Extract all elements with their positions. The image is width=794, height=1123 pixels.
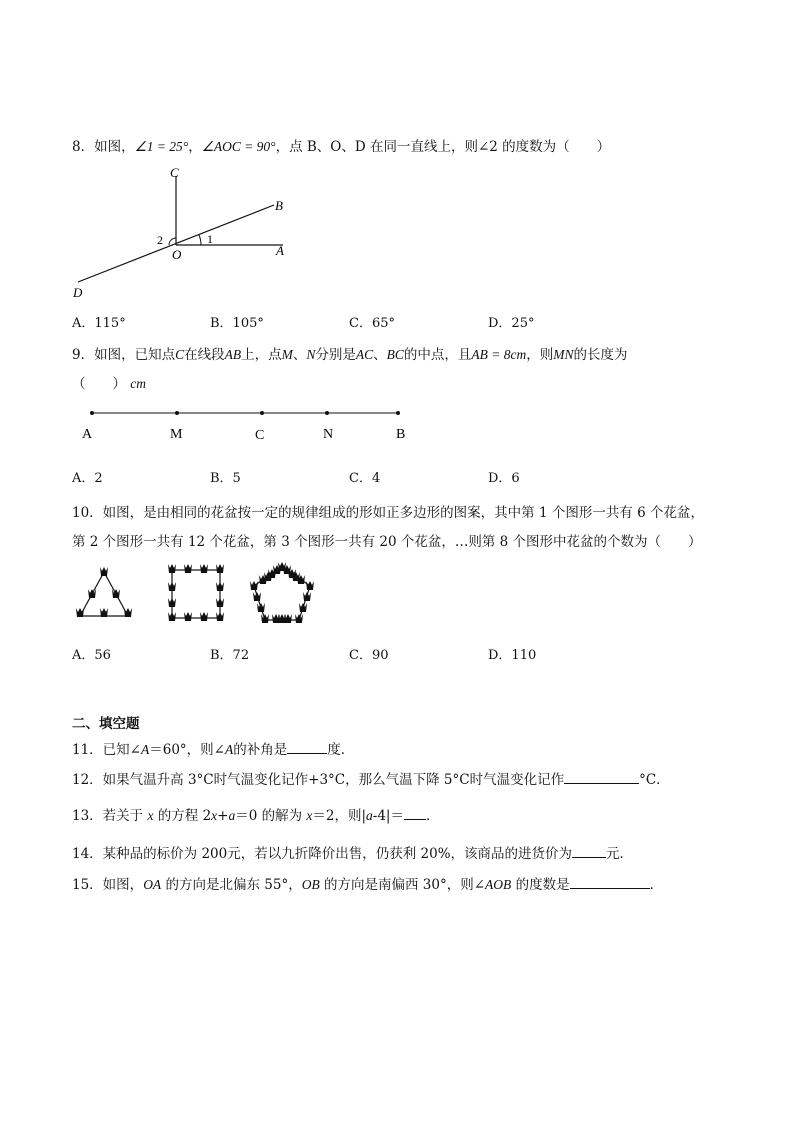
q9-figure — [70, 400, 420, 450]
q11-var: A — [225, 742, 234, 757]
q8-option-a: A．115° — [72, 316, 126, 331]
q9-unit: cm — [130, 376, 147, 391]
question-9-stem-line2 — [72, 372, 146, 392]
question-13 — [72, 804, 439, 824]
q13-text: 13．若关于 — [72, 808, 148, 824]
q8-label-a: A — [276, 243, 284, 258]
q14-text: 元． — [606, 846, 634, 862]
q15-text: 的方向是北偏东 55°， — [161, 877, 302, 893]
q9-option-c: C．4 — [349, 471, 381, 486]
q9-text: 的长度为 — [573, 347, 628, 363]
q8-aoc-expr: ∠AOC = 90° — [201, 139, 276, 154]
q13-text: ． — [425, 808, 440, 824]
q15-var: AOB — [485, 877, 512, 892]
pattern-square — [168, 564, 224, 621]
question-14 — [72, 842, 633, 862]
pattern-triangle — [76, 567, 132, 617]
q8-option-c: C．65° — [349, 316, 395, 331]
q13-text: -4|＝ — [372, 808, 404, 824]
q15-var: OB — [301, 877, 320, 892]
q10-option-b: B．72 — [210, 648, 250, 663]
q8-angle1-expr: ∠1 = 25° — [134, 139, 189, 154]
question-11 — [72, 738, 354, 758]
q8-prefix: 8．如图， — [72, 139, 135, 155]
q13-var: a — [366, 808, 373, 823]
q15-var: OA — [143, 877, 162, 892]
q13-text: ＝0 的解为 — [235, 808, 307, 824]
q9-text: 在线段 — [184, 347, 225, 363]
q11-text: 度． — [327, 742, 355, 758]
q9-var: C — [175, 347, 185, 362]
q8-label-o: O — [172, 247, 182, 262]
q12-text: 12．如果气温升高 3°C时气温变化记作+3°C，那么气温下降 5°C时气温变化记作 — [72, 772, 565, 788]
q8-sep: ， — [188, 139, 202, 155]
question-10-line2: 第 2 个图形一共有 12 个花盆，第 3 个图形一共有 20 个花盆，…则第 8 个图形中花盆的个数为（ ） — [72, 534, 702, 550]
q9-label-c: C — [255, 428, 265, 443]
q9-var: MN — [553, 347, 574, 362]
q14-answer-blank[interactable] — [572, 844, 606, 858]
q15-answer-blank[interactable] — [570, 875, 650, 889]
q9-var: AB = 8cm — [471, 347, 527, 362]
q13-text: 的方程 2 — [153, 808, 212, 824]
pattern-pentagon — [250, 562, 314, 623]
q9-option-d: D．6 — [488, 471, 520, 486]
q9-text: 、 — [292, 347, 307, 363]
q11-text: ＝60°，则∠ — [149, 742, 225, 758]
q9-option-a: A．2 — [72, 471, 103, 486]
section-heading: 二、填空题 — [72, 716, 140, 732]
q9-text: 上，点 — [241, 347, 282, 363]
q9-var: AB — [224, 347, 242, 362]
q13-text: + — [217, 808, 229, 824]
q13-text: ＝2，则| — [312, 808, 367, 824]
q9-answer-paren: （ ） — [72, 376, 126, 392]
q10-figure — [70, 560, 320, 635]
q9-text: 9．如图，已知点 — [72, 347, 176, 363]
q8-label-2: 2 — [157, 233, 163, 247]
q15-text: 的度数是 — [511, 877, 570, 893]
q10-option-a: A．56 — [72, 648, 111, 663]
q11-answer-blank[interactable] — [287, 740, 327, 754]
q8-label-c: C — [170, 165, 179, 180]
q9-text: 的中点，且 — [403, 347, 472, 363]
q9-label-b: B — [396, 427, 406, 442]
q11-text: 的补角是 — [233, 742, 288, 758]
q8-option-b: B．105° — [210, 316, 264, 331]
q9-text: 、 — [373, 347, 387, 363]
q13-var: x — [147, 808, 154, 823]
q9-var: BC — [386, 347, 404, 362]
q14-text: 14．某种品的标价为 200元，若以九折降价出售，仍获利 20%，该商品的进货价为 — [72, 846, 573, 862]
q8-label-d: D — [73, 285, 83, 300]
q11-var: A — [141, 742, 150, 757]
q9-label-n: N — [323, 427, 334, 442]
q10-option-c: C．90 — [349, 648, 389, 663]
q12-answer-blank[interactable] — [564, 770, 639, 784]
q8-label-b: B — [275, 198, 283, 213]
q8-label-1: 1 — [207, 232, 213, 246]
question-8-stem — [72, 135, 610, 155]
q9-text: 分别是 — [315, 347, 356, 363]
q8-figure — [60, 160, 310, 305]
q13-var: x — [211, 808, 218, 823]
q15-text: 的方向是南偏西 30°，则∠ — [319, 877, 486, 893]
q9-var: N — [306, 347, 316, 362]
q13-var: x — [306, 808, 313, 823]
q13-var: a — [228, 808, 236, 823]
question-12 — [72, 768, 670, 788]
q13-answer-blank[interactable] — [404, 806, 426, 820]
q9-label-a: A — [82, 427, 93, 442]
question-9-stem — [72, 343, 628, 363]
q9-text: ，则 — [526, 347, 554, 363]
q15-text: ． — [649, 877, 664, 893]
q8-option-d: D．25° — [488, 316, 535, 331]
q15-text: 15．如图， — [72, 877, 144, 893]
q8-rest: ，点 B、O、D 在同一直线上，则∠2 的度数为（ ） — [275, 139, 611, 155]
q9-var: AC — [355, 347, 374, 362]
q11-text: 11．已知∠ — [72, 742, 141, 758]
q9-label-m: M — [170, 427, 183, 442]
q10-option-d: D．110 — [488, 648, 537, 663]
question-15 — [72, 873, 663, 893]
q9-var: M — [281, 347, 293, 362]
q9-option-b: B．5 — [210, 471, 241, 486]
question-10-line1: 10．如图，是由相同的花盆按一定的规律组成的形如正多边形的图案，其中第 1 个图形一共有 6 个花盆， — [72, 505, 705, 521]
q12-text: °C． — [639, 772, 670, 788]
